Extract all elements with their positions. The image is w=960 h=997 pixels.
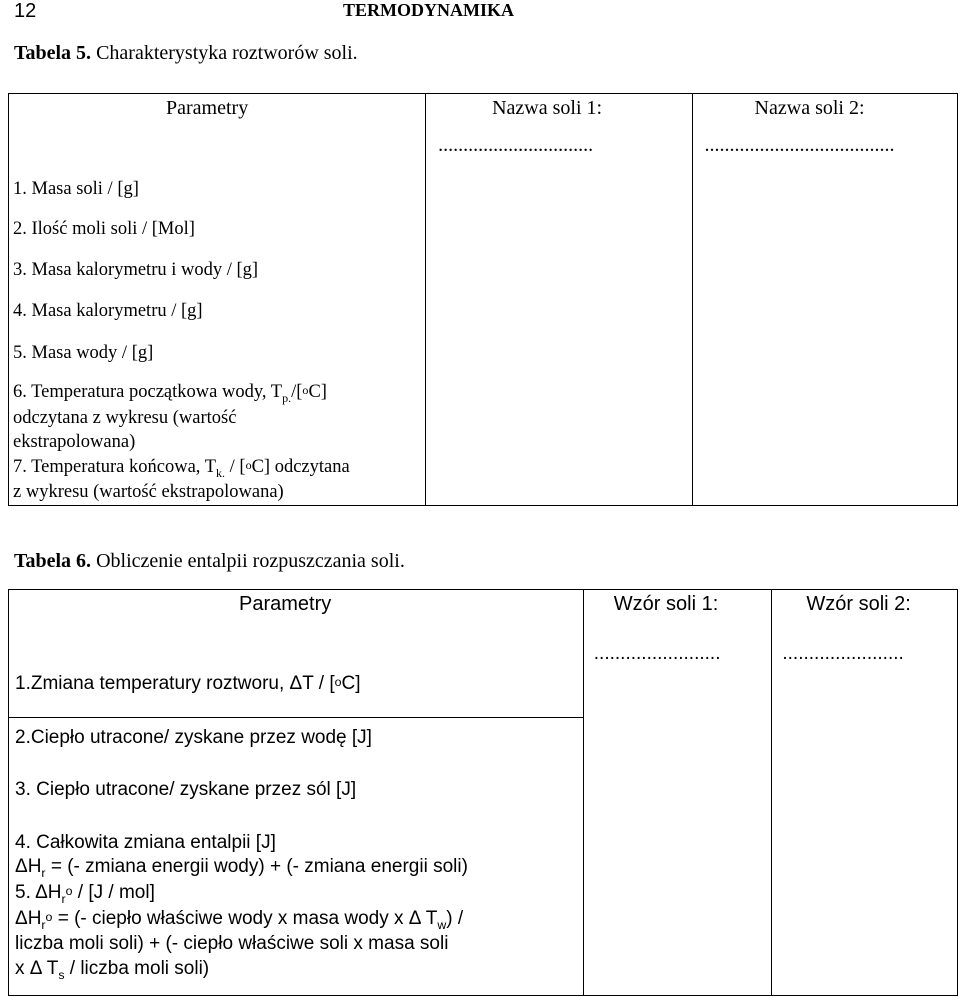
table6-row-5-line4: x Δ $T_s$ / liczba moli soli) bbox=[15, 958, 210, 982]
table5-caption-label: Tabela 5. bbox=[14, 42, 92, 64]
table5-row-2: 2. Ilość moli soli / [Mol] bbox=[13, 219, 195, 239]
table6-caption-text: Obliczenie entalpii rozpuszczania soli. bbox=[91, 550, 405, 572]
table5 bbox=[8, 93, 958, 506]
table5-row-4: 4. Masa kalorymetru / [g] bbox=[13, 301, 203, 321]
table6-params-cell bbox=[9, 590, 584, 718]
table5-row-6: 6. Temperatura początkowa wody, $T_{p.}/[^oC]$ bbox=[13, 382, 327, 405]
table6-row-3: 3. Ciepło utracone/ zyskane przez sól [J] bbox=[15, 779, 357, 800]
page-header: TERMODYNAMIKA bbox=[343, 0, 514, 20]
table5-salt2-column bbox=[692, 94, 957, 506]
table5-row-1: 1. Masa soli / [g] bbox=[13, 179, 139, 199]
table5-header-salt2: Nazwa soli 2: bbox=[754, 97, 865, 119]
table5-row-7-line2: z wykresu (wartość ekstrapolowana) bbox=[13, 482, 284, 502]
table6-row-5: 5. $\Delta H_r^o / [J / mol]$ bbox=[15, 882, 155, 906]
table5-row-6-line3: ekstrapolowana) bbox=[13, 432, 136, 452]
table6-header-salt2: Wzór soli 2: bbox=[806, 593, 911, 615]
table6-salt2-cell bbox=[772, 590, 958, 996]
table6-salt1-cell bbox=[583, 590, 772, 996]
table6-row-5-line3: liczba moli soli) + (- ciepło właściwe soli x masa soli bbox=[15, 933, 449, 954]
table5-row-3: 3. Masa kalorymetru i wody / [g] bbox=[13, 260, 259, 280]
table5-row-6-line2: odczytana z wykresu (wartość bbox=[13, 408, 237, 428]
table5-header-salt1: Nazwa soli 1: bbox=[492, 97, 603, 119]
table6-salt2-blank[interactable]: ....................... bbox=[782, 643, 904, 664]
table6-caption bbox=[14, 550, 405, 573]
table6-header-params: Parametry bbox=[239, 593, 332, 615]
page-number: 12 bbox=[14, 0, 37, 22]
table6-row-1: 1.Zmiana temperatury roztworu, ΔT / [$^o$C] bbox=[15, 673, 361, 694]
table6-caption-label: Tabela 6. bbox=[14, 550, 92, 572]
table5-caption-text: Charakterystyka roztworów soli. bbox=[91, 42, 358, 64]
table6-row-5-formula: $\Delta H_r^o$ = (- ciepło właściwe wody x masa wody x Δ $T_w$) / bbox=[15, 908, 464, 932]
table6-salt1-blank[interactable]: ........................ bbox=[593, 643, 721, 664]
table6-row-4-formula: $\Delta H_r$ = (- zmiana energii wody) + (- zmiana energii soli) bbox=[15, 856, 468, 880]
table6 bbox=[8, 589, 958, 996]
table5-row-7: 7. Temperatura końcowa, $T_{k.} / [^oC]$ odczytana bbox=[13, 457, 350, 480]
table5-salt1-blank[interactable]: ............................... bbox=[438, 134, 594, 156]
table5-salt2-blank[interactable]: ...................................... bbox=[704, 134, 895, 156]
table6-header-salt1: Wzór soli 1: bbox=[613, 593, 719, 615]
table6-row-4: 4. Całkowita zmiana entalpii [J] bbox=[15, 832, 276, 853]
table5-salt1-column bbox=[426, 94, 692, 506]
table5-row-5: 5. Masa wody / [g] bbox=[13, 343, 154, 363]
table5-header-params: Parametry bbox=[166, 97, 249, 119]
table5-params-column bbox=[9, 94, 426, 506]
table6-row-2: 2.Ciepło utracone/ zyskane przez wodę [J] bbox=[15, 727, 372, 748]
table6-rows-cell bbox=[9, 718, 584, 996]
table5-caption bbox=[14, 42, 358, 65]
